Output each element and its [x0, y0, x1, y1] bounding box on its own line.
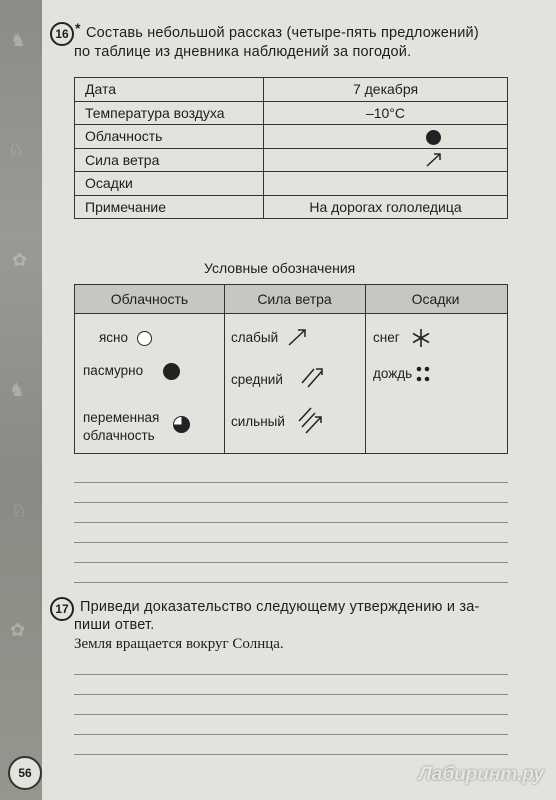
task-number-badge: 17	[50, 597, 74, 621]
clear-sky-icon	[137, 331, 152, 346]
row-label: Температура воздуха	[75, 101, 264, 125]
legend-rain-label: дождь	[373, 366, 413, 381]
table-row	[75, 195, 508, 219]
row-value: 7 декабря	[264, 78, 508, 102]
row-label: Примечание	[75, 195, 264, 219]
answer-line[interactable]	[74, 582, 508, 583]
column-divider	[365, 285, 366, 453]
legend-table	[74, 284, 508, 454]
table-row	[75, 125, 508, 149]
table-row	[75, 101, 508, 125]
answer-line[interactable]	[74, 522, 508, 523]
legend-clear-label: ясно	[99, 330, 129, 345]
animal-silhouette-icon: ♞	[10, 30, 27, 50]
answer-line[interactable]	[74, 502, 508, 503]
watermark-logo: Лабиринт.ру	[418, 764, 544, 785]
table-row	[75, 172, 508, 196]
task-number-badge: 16	[50, 22, 74, 46]
task17-instruction-line2: пиши ответ.	[74, 617, 155, 633]
decorative-sidebar	[0, 0, 42, 800]
row-value	[264, 148, 508, 172]
legend-header-precipitation: Осадки	[411, 291, 460, 307]
animal-silhouette-icon: ♞	[9, 380, 26, 400]
row-value: На дорогах гололедица	[264, 195, 508, 219]
answer-line[interactable]	[74, 674, 508, 675]
task17-instruction-line1: Приведи доказательство следующему утверждению и за-	[80, 599, 480, 615]
task17-statement: Земля вращается вокруг Солнца.	[74, 636, 284, 652]
strong-wind-icon	[297, 405, 325, 435]
paw-icon: ✿	[10, 620, 26, 640]
overcast-icon	[426, 130, 441, 145]
column-divider	[224, 285, 225, 453]
legend-medium-wind-label: средний	[231, 372, 283, 387]
page-number: 56	[8, 756, 42, 790]
observation-table	[74, 77, 508, 219]
row-value	[264, 125, 508, 149]
rain-dots-icon	[415, 364, 431, 384]
legend-weak-wind-label: слабый	[231, 330, 279, 345]
snowflake-icon	[411, 328, 431, 348]
answer-line[interactable]	[74, 562, 508, 563]
answer-line[interactable]	[74, 734, 508, 735]
overcast-icon	[163, 363, 180, 380]
row-label: Осадки	[75, 172, 264, 196]
legend-variable-label-line1: переменная	[83, 410, 160, 425]
legend-overcast-label: пасмурно	[83, 363, 144, 378]
table-row	[75, 78, 508, 102]
task16-instruction-line1: Составь небольшой рассказ (четыре-пять предложений)	[86, 25, 479, 41]
row-value: –10°С	[264, 101, 508, 125]
animal-silhouette-icon: ♘	[11, 500, 28, 520]
answer-line[interactable]	[74, 754, 508, 755]
legend-header-cloudiness: Облачность	[110, 291, 189, 307]
row-label: Дата	[75, 78, 264, 102]
row-value	[264, 172, 508, 196]
weak-wind-icon	[287, 327, 309, 347]
task16-instruction-line2: по таблице из дневника наблюдений за погодой.	[74, 44, 412, 60]
medium-wind-icon	[300, 365, 326, 389]
table-row	[75, 148, 508, 172]
legend-title: Условные обозначения	[204, 260, 356, 276]
legend-variable-label-line2: облачность	[83, 428, 155, 443]
paw-icon: ✿	[12, 250, 28, 270]
answer-line[interactable]	[74, 482, 508, 483]
row-label: Облачность	[75, 125, 264, 149]
legend-header-wind: Сила ветра	[257, 291, 332, 307]
animal-silhouette-icon: ♘	[8, 140, 25, 160]
answer-line[interactable]	[74, 694, 508, 695]
answer-line[interactable]	[74, 542, 508, 543]
weak-wind-arrow-icon	[424, 151, 444, 169]
partly-cloudy-icon	[173, 416, 190, 433]
answer-line[interactable]	[74, 714, 508, 715]
legend-snow-label: снег	[373, 330, 400, 345]
row-label: Сила ветра	[75, 148, 264, 172]
legend-strong-wind-label: сильный	[231, 414, 285, 429]
star-marker: *	[75, 20, 81, 36]
